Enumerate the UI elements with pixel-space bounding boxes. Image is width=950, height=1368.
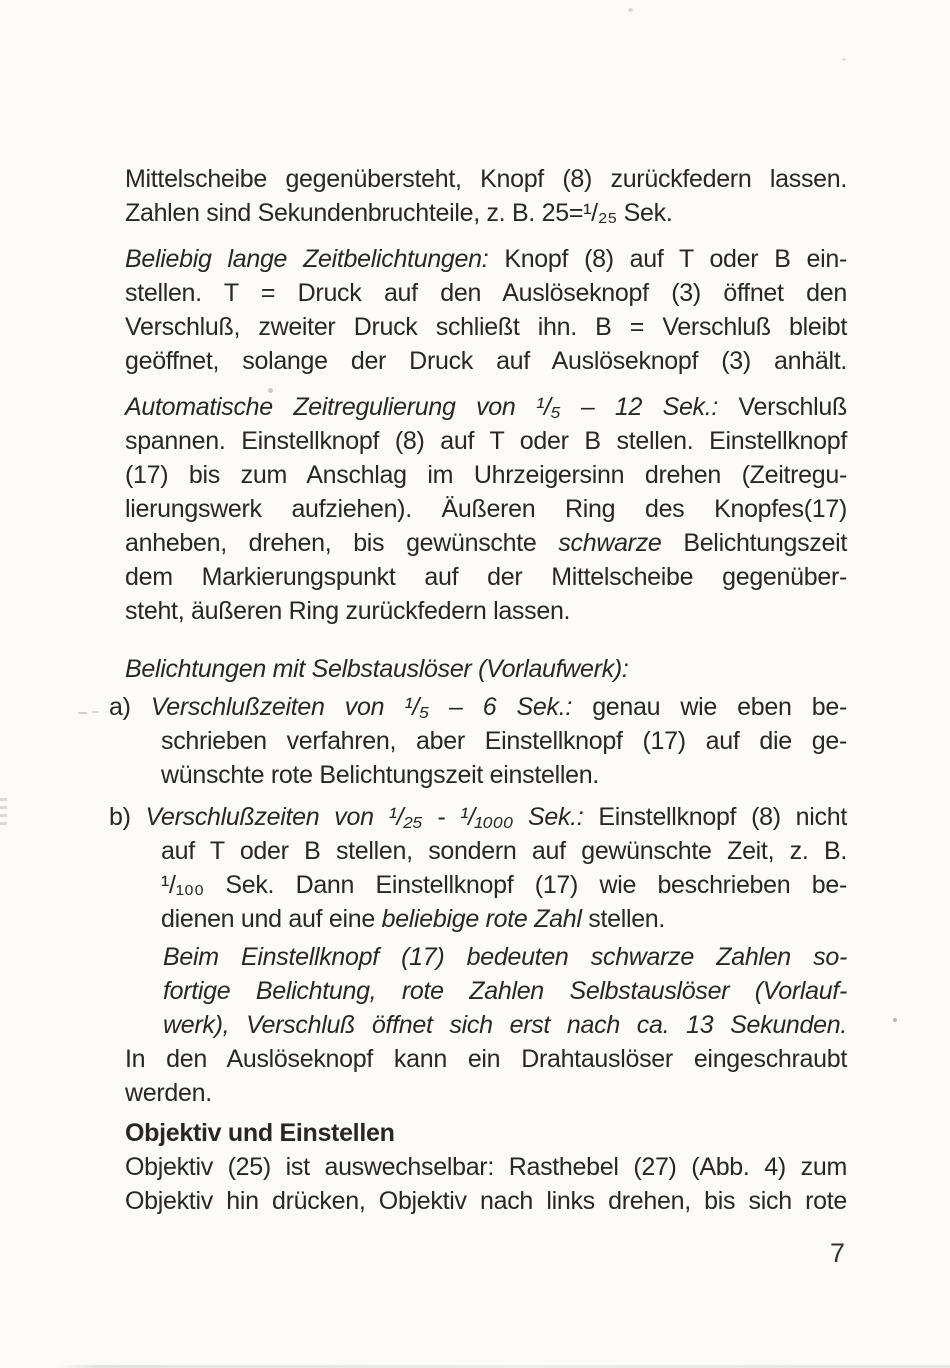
text-line: Beim Einstellknopf (17) bedeuten schwarze Zahlen so- xyxy=(163,943,847,971)
text-line: Verschluß, zweiter Druck schließt ihn. B = Verschluß bleibt xyxy=(125,313,847,341)
text-line: In den Auslöseknopf kann ein Drahtauslöser eingeschraubt xyxy=(125,1045,847,1073)
text-segment: genau wie eben be- xyxy=(592,693,848,721)
list-item-a xyxy=(109,690,848,792)
italic-emphasis: beliebige rote Zahl xyxy=(381,905,582,933)
scan-edge-smudge xyxy=(0,798,7,828)
text-line: Objektiv hin drücken, Objektiv nach links drehen, bis sich rote xyxy=(125,1187,847,1215)
paragraph-long-exposures xyxy=(125,242,847,378)
paragraph-lens-exchange xyxy=(125,1150,847,1218)
text-line: (17) bis zum Anschlag im Uhrzeigersinn drehen (Zeitregu- xyxy=(125,461,847,489)
italic-lead: Automatische Zeitregulierung von ¹/₅ – 12 Sek.: xyxy=(125,393,739,421)
list-marker: b) xyxy=(109,803,146,831)
paragraph-shutter-numbers xyxy=(125,162,847,230)
text-line: steht, äußeren Ring zurückfedern lassen. xyxy=(125,597,571,625)
text-line: schrieben verfahren, aber Einstellknopf (17) auf die ge- xyxy=(161,727,847,755)
text-line: werden. xyxy=(125,1079,212,1107)
text-line: ¹/₁₀₀ Sek. Dann Einstellknopf (17) wie beschrieben be- xyxy=(161,871,847,899)
scan-dash-artifact xyxy=(92,711,99,713)
text-line: Mittelscheibe gegenübersteht, Knopf (8) zurückfedern lassen. xyxy=(125,165,847,193)
paragraph-automatic-timing xyxy=(125,390,847,628)
text-line: auf T oder B stellen, sondern auf gewünschte Zeit, z. B. xyxy=(161,837,847,865)
text-line: dem Markierungspunkt auf der Mittelscheibe gegenüber- xyxy=(125,563,847,591)
scan-speck xyxy=(268,388,273,393)
text-line: wünschte rote Belichtungszeit einstellen. xyxy=(161,761,599,789)
italic-lead: Verschlußzeiten von ¹/₅ – 6 Sek.: xyxy=(150,693,593,721)
text-segment: anheben, drehen, bis gewünschte xyxy=(125,529,559,557)
text-segment: Verschluß xyxy=(738,393,847,421)
scan-speck xyxy=(842,58,846,61)
text-segment: Knopf (8) auf T oder B ein- xyxy=(504,245,848,273)
text-line: Zahlen sind Sekundenbruchteile, z. B. 25=¹/₂₅ Sek. xyxy=(125,199,673,227)
text-segment: dienen und auf eine xyxy=(161,905,382,933)
scan-speck xyxy=(628,8,633,12)
text-line xyxy=(125,390,847,424)
paragraph-cable-release xyxy=(125,1042,847,1110)
text-line xyxy=(109,800,847,834)
text-line: Objektiv (25) ist auswechselbar: Rasthebel (27) (Abb. 4) zum xyxy=(125,1153,847,1181)
text-line: geöffnet, solange der Druck auf Auslöseknopf (3) anhält. xyxy=(125,347,847,375)
note-indented-italic xyxy=(125,940,847,1042)
scan-speck xyxy=(893,1018,897,1022)
scan-dash-artifact xyxy=(78,712,87,714)
text-line: fortige Belichtung, rote Zahlen Selbstauslöser (Vorlauf- xyxy=(163,977,847,1005)
text-line xyxy=(125,242,847,276)
italic-lead: Verschlußzeiten von ¹/₂₅ - ¹/₁₀₀₀ Sek.: xyxy=(145,803,599,831)
list-item-b xyxy=(109,800,847,936)
text-line: spannen. Einstellknopf (8) auf T oder B stellen. Einstellknopf xyxy=(125,427,847,455)
list-marker: a) xyxy=(109,693,151,721)
text-line xyxy=(125,526,847,560)
section-heading-lens: Objektiv und Einstellen xyxy=(125,1119,395,1147)
text-line xyxy=(109,690,847,724)
text-line: werk), Verschluß öffnet sich erst nach ca. 13 Sekunden. xyxy=(163,1011,847,1039)
section-heading-selftimer: Belichtungen mit Selbstauslöser (Vorlaufwerk): xyxy=(125,655,629,683)
text-segment: stellen. xyxy=(581,905,666,933)
page-number: 7 xyxy=(830,1238,846,1268)
text-segment: Belichtungszeit xyxy=(661,529,847,557)
italic-lead: Beliebig lange Zeitbelichtungen: xyxy=(125,245,505,273)
text-line: lierungswerk aufziehen). Äußeren Ring des Knopfes(17) xyxy=(125,495,847,523)
page-text-block xyxy=(109,162,848,1218)
text-segment: Einstellknopf (8) nicht xyxy=(598,803,847,831)
text-line: stellen. T = Druck auf den Auslöseknopf (3) öffnet den xyxy=(125,279,847,307)
italic-emphasis: schwarze xyxy=(558,529,662,557)
text-line xyxy=(125,902,847,936)
